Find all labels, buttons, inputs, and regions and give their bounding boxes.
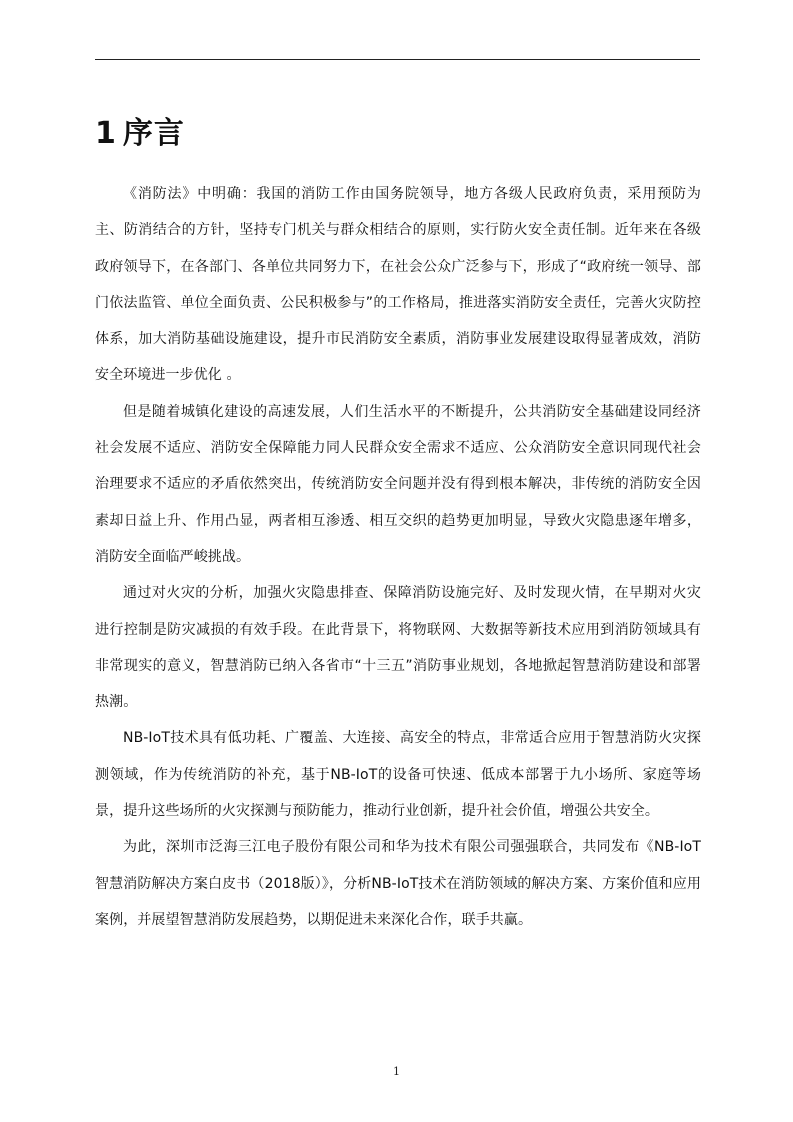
paragraph-fire-analysis: 通过对火灾的分析，加强火灾隐患排查、保障消防设施完好、及时发现火情，在早期对火灾进行控制是防灾减损的有效手段。在此背景下，将物联网、大数据等新技术应用到消防领域具有非常现实的意义，智慧消防已纳入各省市“十三五”消防事业规划，各地掀起智慧消防建设和部署热潮。 [95,585,701,711]
section-title: 序言 [122,116,185,151]
section-number: 1 [95,116,117,151]
paragraph-whitepaper: 为此，深圳市泛海三江电子股份有限公司和华为技术有限公司强强联合，共同发布《NB-IoT智慧消防解决方案白皮书（2018版）》，分析NB-IoT技术在消防领域的解决方案、方案价值和应用案例，并展望智慧消防发展趋势，以期促进未来深化合作，联手共赢。 [95,839,701,928]
body-text [95,176,701,938]
header-rule [95,59,700,60]
page-number: 1 [393,1065,400,1078]
paragraph-nb-iot: NB-IoT技术具有低功耗、广覆盖、大连接、高安全的特点，非常适合应用于智慧消防火灾探测领域，作为传统消防的补充，基于NB-IoT的设备可快速、低成本部署于九小场所、家庭等场景，提升这些场所的火灾探测与预防能力，推动行业创新，提升社会价值，增强公共安全。 [95,730,701,820]
paragraph-fire-law: 《消防法》中明确：我国的消防工作由国务院领导，地方各级人民政府负责，采用预防为主、防消结合的方针，坚持专门机关与群众相结合的原则，实行防火安全责任制。近年来在各级政府领导下，在各部门、各单位共同努力下，在社会公众广泛参与下，形成了“政府统一领导、部门依法监管、单位全面负责、公民积极参与”的工作格局，推进落实消防安全责任，完善火灾防控体系，加大消防基础设施建设，提升市民消防安全素质，消防事业发展建设取得显著成效，消防安全环境进一步优化 。 [95,186,701,384]
section-heading [95,110,185,158]
paragraph-urbanization: 但是随着城镇化建设的高速发展，人们生活水平的不断提升，公共消防安全基础建设同经济社会发展不适应、消防安全保障能力同人民群众安全需求不适应、公众消防安全意识同现代社会治理要求不适应的矛盾依然突出，传统消防安全问题并没有得到根本解决，非传统的消防安全因素却日益上升、作用凸显，两者相互渗透、相互交织的趋势更加明显，导致火灾隐患逐年增多，消防安全面临严峻挑战。 [95,403,701,565]
